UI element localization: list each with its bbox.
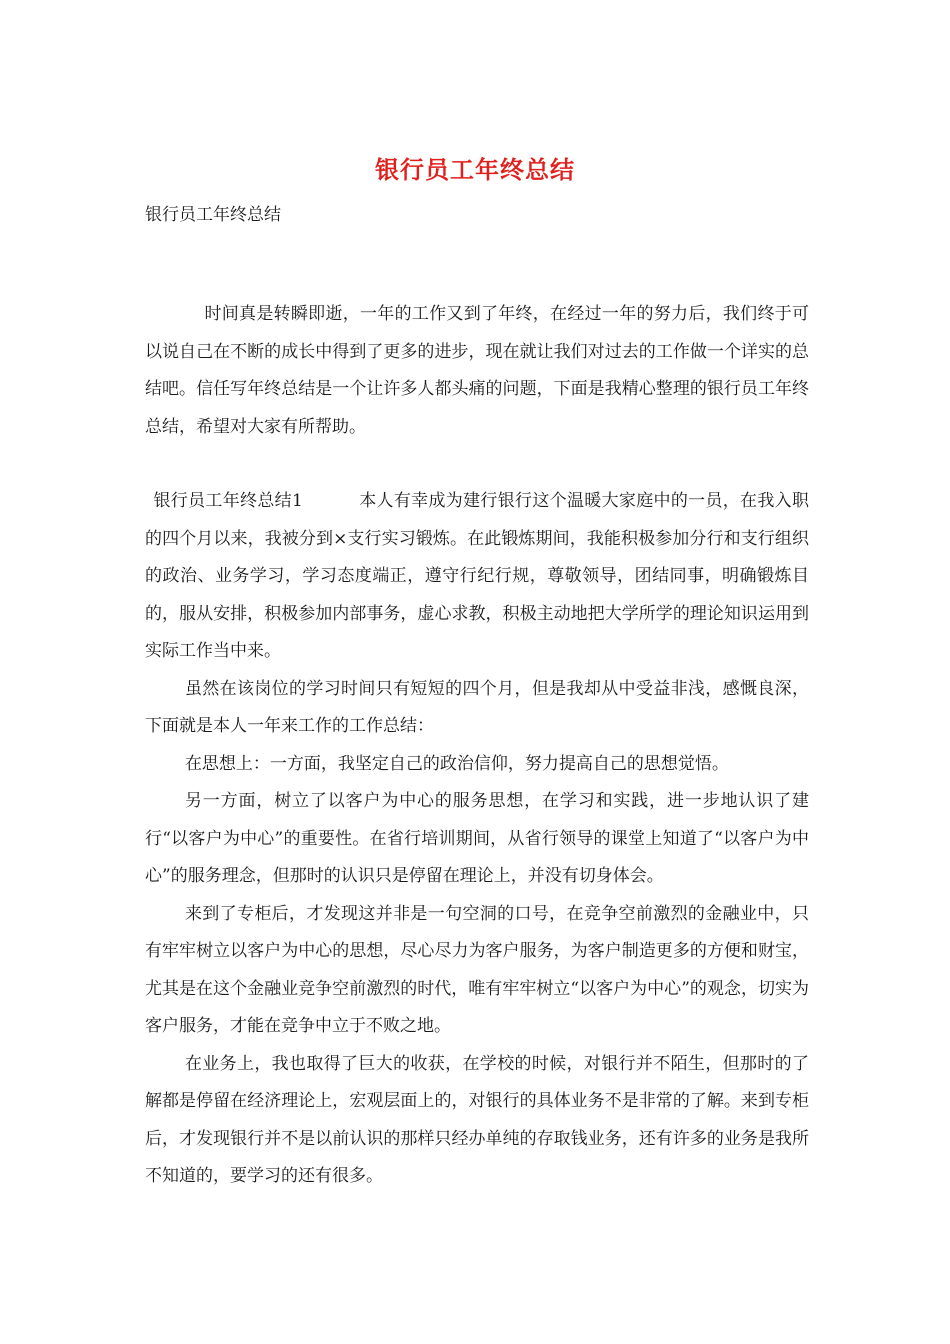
section-1-paragraph [145,483,809,671]
document-body [145,296,809,1196]
section-1-text: 本人有幸成为建行银行这个温暖大家庭中的一员，在我入职的四个月以来，我被分到×支行实习锻炼。在此锻炼期间，我能积极参加分行和支行组织的政治、业务学习，学习态度端正，遵守行纪行规，尊敬领导，团结同事，明确锻炼目的，服从安排，积极参加内部事务，虚心求教，积极主动地把大学所学的理论知识运用到实际工作当中来。 [145,491,809,661]
document-title: 银行员工年终总结 [375,155,575,184]
intro-paragraph: 时间真是转瞬即逝，一年的工作又到了年终，在经过一年的努力后，我们终于可以说自己在不断的成长中得到了更多的进步，现在就让我们对过去的工作做一个详实的总结吧。信任写年终总结是一个让许多人都头痛的问题，下面是我精心整理的银行员工年终总结，希望对大家有所帮助。 [145,304,809,437]
document-subtitle: 银行员工年终总结 [145,205,281,225]
body-paragraph: 虽然在该岗位的学习时间只有短短的四个月，但是我却从中受益非浅，感慨良深，下面就是本人一年来工作的工作总结： [145,678,809,736]
body-paragraph: 来到了专柜后，才发现这并非是一句空洞的口号，在竞争空前激烈的金融业中，只有牢牢树立以客户为中心的思想，尽心尽力为客户服务，为客户制造更多的方便和财宝，尤其是在这个金融业竞争空前激烈的时代，唯有牢牢树立“以客户为中心”的观念，切实为客户服务，才能在竞争中立于不败之地。 [145,903,809,1036]
body-paragraph: 在业务上，我也取得了巨大的收获，在学校的时候，对银行并不陌生，但那时的了解都是停留在经济理论上，宏观层面上的，对银行的具体业务不是非常的了解。来到专柜后，才发现银行并不是以前认识的那样只经办单纯的存取钱业务，还有许多的业务是我所不知道的，要学习的还有很多。 [145,1053,809,1186]
body-paragraph: 另一方面，树立了以客户为中心的服务思想，在学习和实践，进一步地认识了建行“以客户为中心”的重要性。在省行培训期间，从省行领导的课堂上知道了“以客户为中心”的服务理念，但那时的认识只是停留在理论上，并没有切身体会。 [145,791,809,886]
body-paragraph: 在思想上：一方面，我坚定自己的政治信仰，努力提高自己的思想觉悟。 [184,753,729,774]
section-1-label: 银行员工年终总结1 [153,491,303,511]
